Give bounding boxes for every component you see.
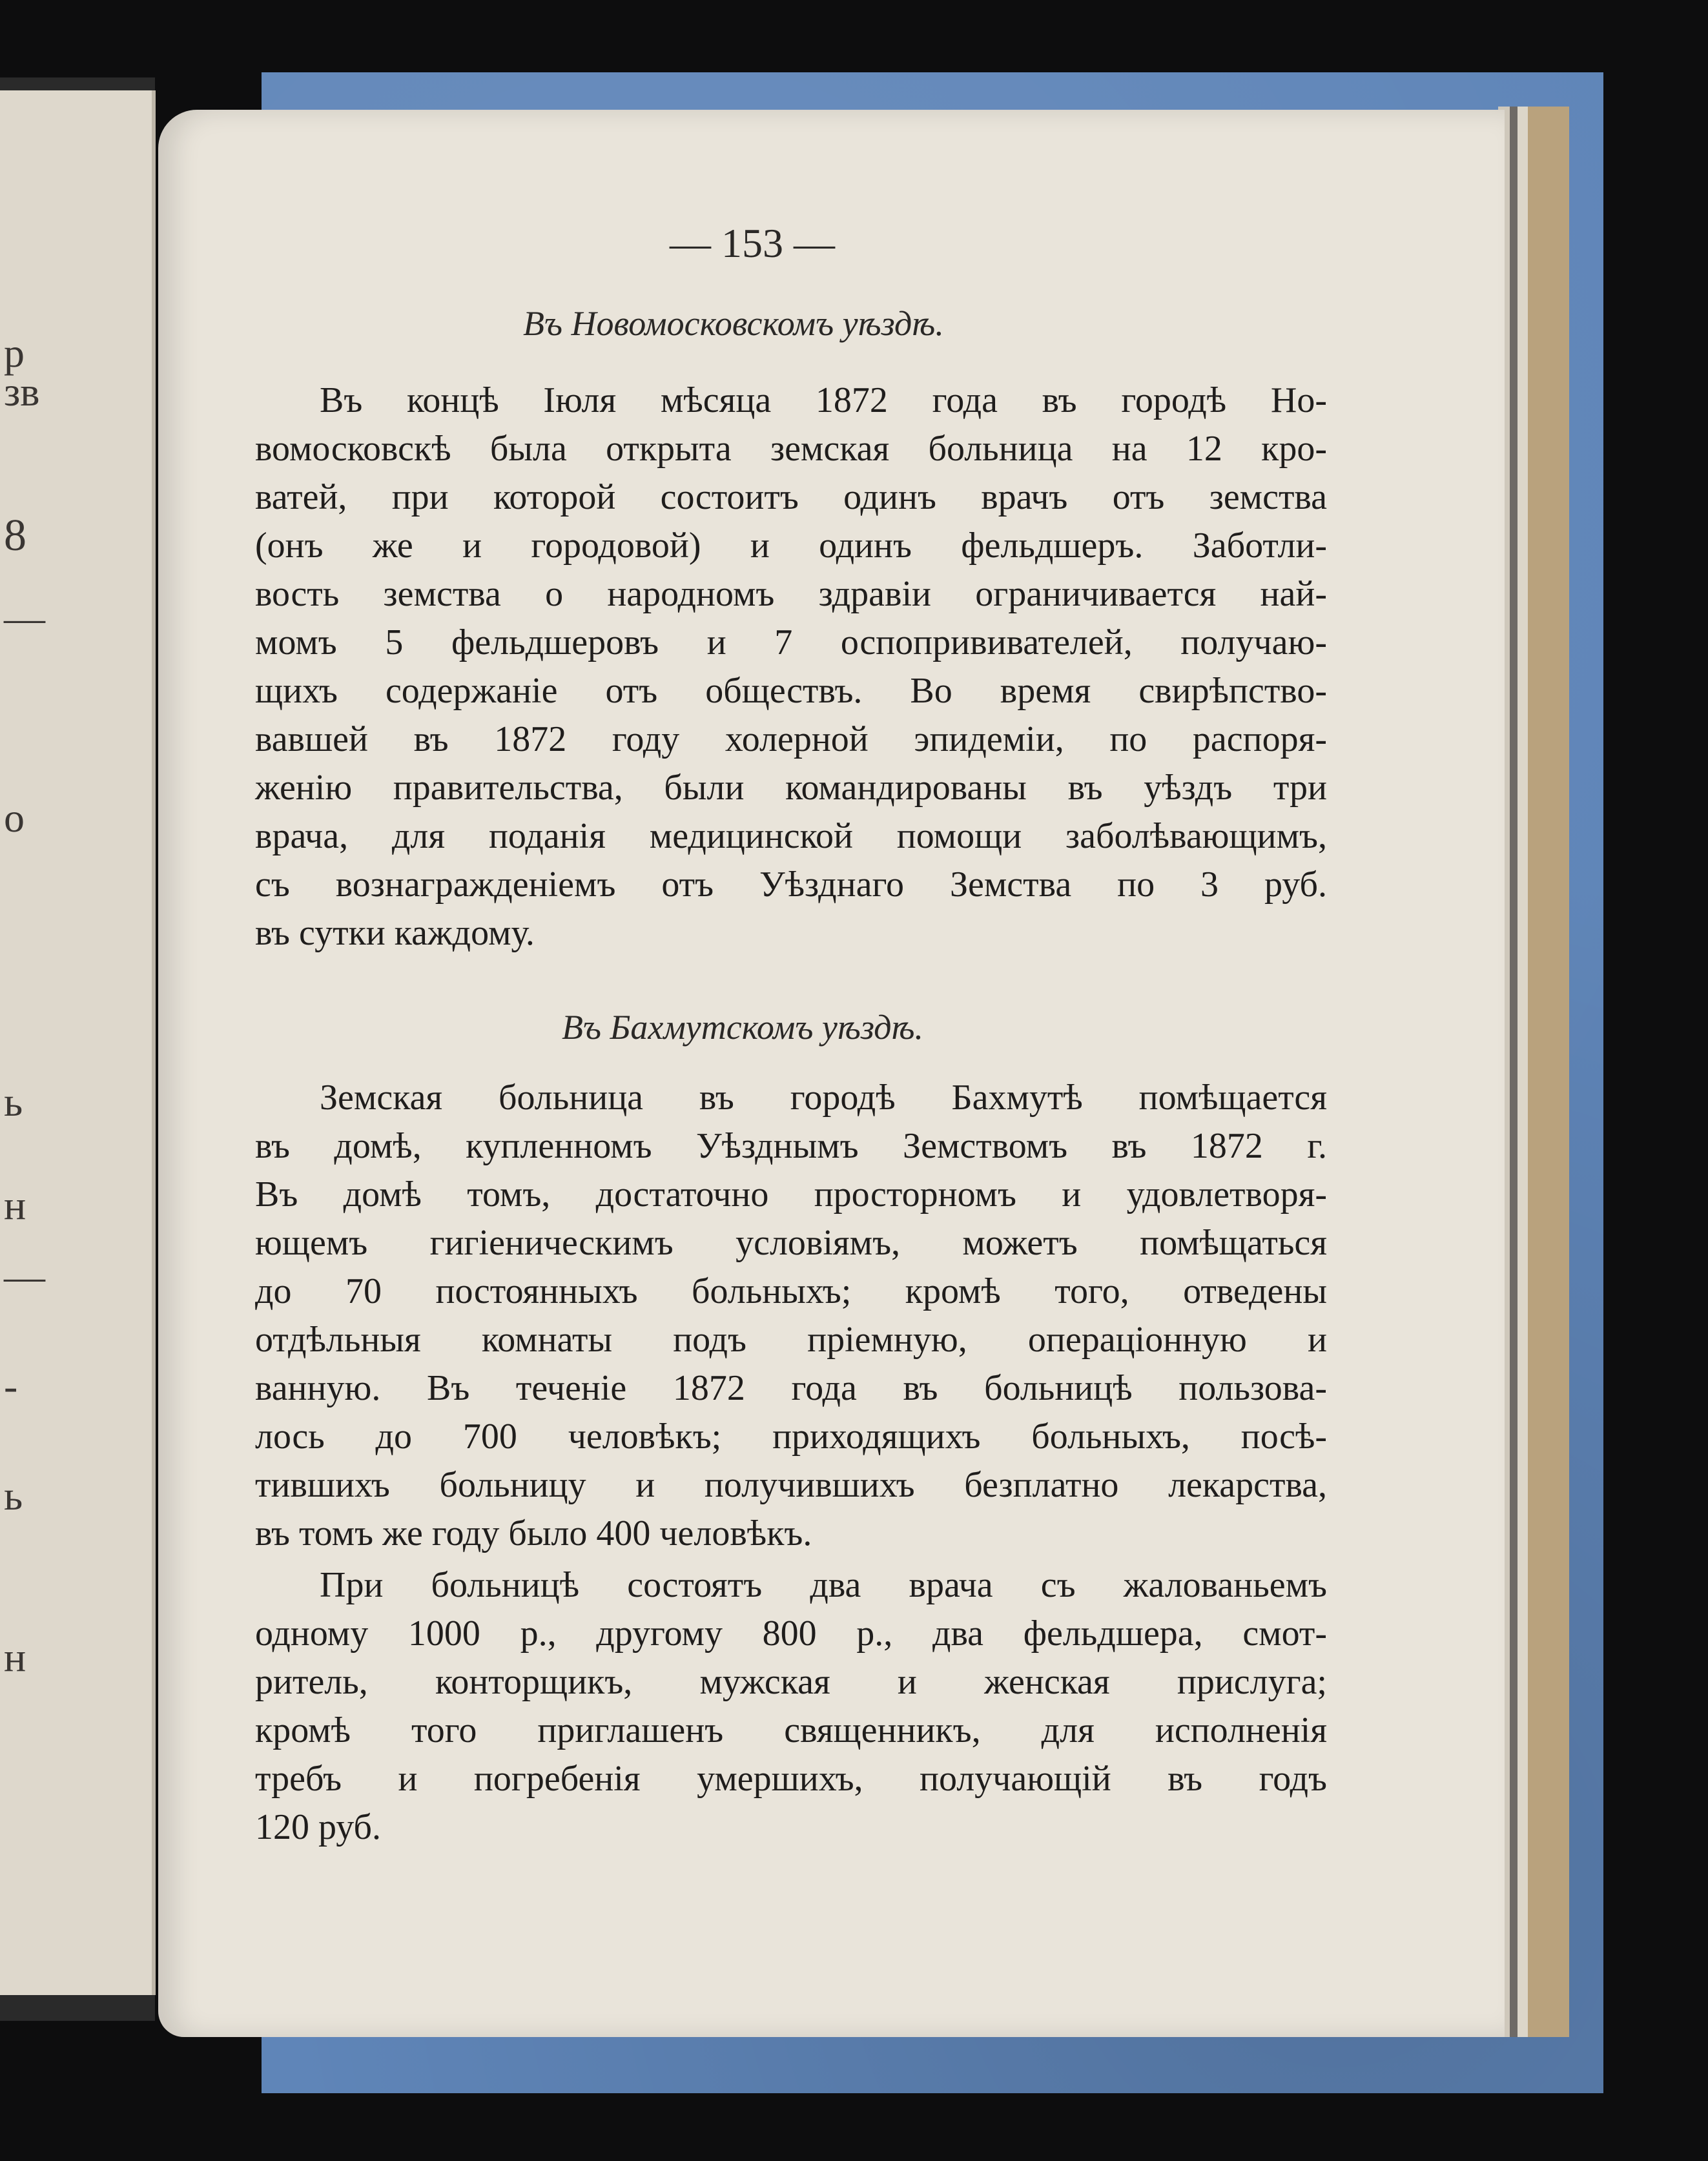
text-line: врача, для поданія медицинской помощи заболѣвающимъ, bbox=[255, 816, 1327, 856]
section-heading: Въ Новомосковскомъ уѣздѣ. bbox=[523, 304, 944, 343]
text-line: тившихъ больницу и получившихъ безплатно лекарства, bbox=[255, 1465, 1327, 1505]
section-heading: Въ Бахмутскомъ уѣздѣ. bbox=[562, 1008, 924, 1047]
text-line: Земская больница въ городѣ Бахмутѣ помѣщается bbox=[320, 1078, 1327, 1118]
text-line: щихъ содержаніе отъ обществъ. Во время свирѣпство- bbox=[255, 671, 1327, 711]
text-line: ватей, при которой состоитъ одинъ врачъ отъ земства bbox=[255, 477, 1327, 517]
text-line: вомосковскѣ была открыта земская больница на 12 кро- bbox=[255, 429, 1327, 469]
text-line: При больницѣ состоятъ два врача съ жалованьемъ bbox=[320, 1565, 1327, 1605]
text-line: кромѣ того приглашенъ священникъ, для исполненія bbox=[255, 1710, 1327, 1750]
left-fragment: о bbox=[4, 795, 25, 841]
left-fragment: ь bbox=[4, 1079, 23, 1125]
text-line: одному 1000 р., другому 800 р., два фельдшера, смот- bbox=[255, 1613, 1327, 1654]
text-line: момъ 5 фельдшеровъ и 7 оспопрививателей, получаю- bbox=[255, 622, 1327, 662]
text-line: Въ домѣ томъ, достаточно просторномъ и удовлетворя- bbox=[255, 1174, 1327, 1214]
text-line: ванную. Въ теченіе 1872 года въ больницѣ пользова- bbox=[255, 1368, 1327, 1408]
left-fragment: - bbox=[4, 1363, 18, 1409]
text-line: въ сутки каждому. bbox=[255, 913, 535, 953]
text-line: Въ концѣ Іюля мѣсяца 1872 года въ городѣ Но- bbox=[320, 380, 1327, 420]
text-line: требъ и погребенія умершихъ, получающій въ годъ bbox=[255, 1759, 1327, 1799]
left-fragment: зв bbox=[4, 369, 40, 415]
text-line: лось до 700 человѣкъ; приходящихъ больныхъ, посѣ- bbox=[255, 1417, 1327, 1457]
text-line: (онъ же и городовой) и одинъ фельдшеръ. Заботли- bbox=[255, 526, 1327, 566]
page-edges bbox=[1498, 107, 1569, 2037]
text-line: 120 руб. bbox=[255, 1807, 382, 1847]
left-fragment: — bbox=[4, 595, 45, 640]
page-number: — 153 — bbox=[670, 220, 835, 266]
text-line: съ вознагражденіемъ отъ Уѣзднаго Земства по 3 руб. bbox=[255, 865, 1327, 905]
text-line: женію правительства, были командированы въ уѣздъ три bbox=[255, 768, 1327, 808]
left-fragment: н bbox=[4, 1634, 26, 1680]
text-line: вость земства о народномъ здравіи ограничивается най- bbox=[255, 574, 1327, 614]
left-fragment: ь bbox=[4, 1473, 23, 1519]
left-fragment: — bbox=[4, 1253, 45, 1299]
text-line: въ томъ же году было 400 человѣкъ. bbox=[255, 1513, 812, 1553]
left-page bbox=[0, 90, 156, 1995]
text-line: ритель, конторщикъ, мужская и женская прислуга; bbox=[255, 1662, 1327, 1702]
left-fragment: р bbox=[4, 330, 25, 376]
text-line: вавшей въ 1872 году холерной эпидеміи, по распоря- bbox=[255, 719, 1327, 759]
text-line: до 70 постоянныхъ больныхъ; кромѣ того, отведены bbox=[255, 1271, 1327, 1311]
text-line: отдѣльныя комнаты подъ пріемную, операціонную и bbox=[255, 1320, 1327, 1360]
left-fragment: 8 bbox=[4, 511, 26, 560]
text-line: въ домѣ, купленномъ Уѣзднымъ Земствомъ въ 1872 г. bbox=[255, 1126, 1327, 1166]
left-fragment: н bbox=[4, 1182, 26, 1228]
text-line: ющемъ гигіеническимъ условіямъ, можетъ помѣщаться bbox=[255, 1223, 1327, 1263]
